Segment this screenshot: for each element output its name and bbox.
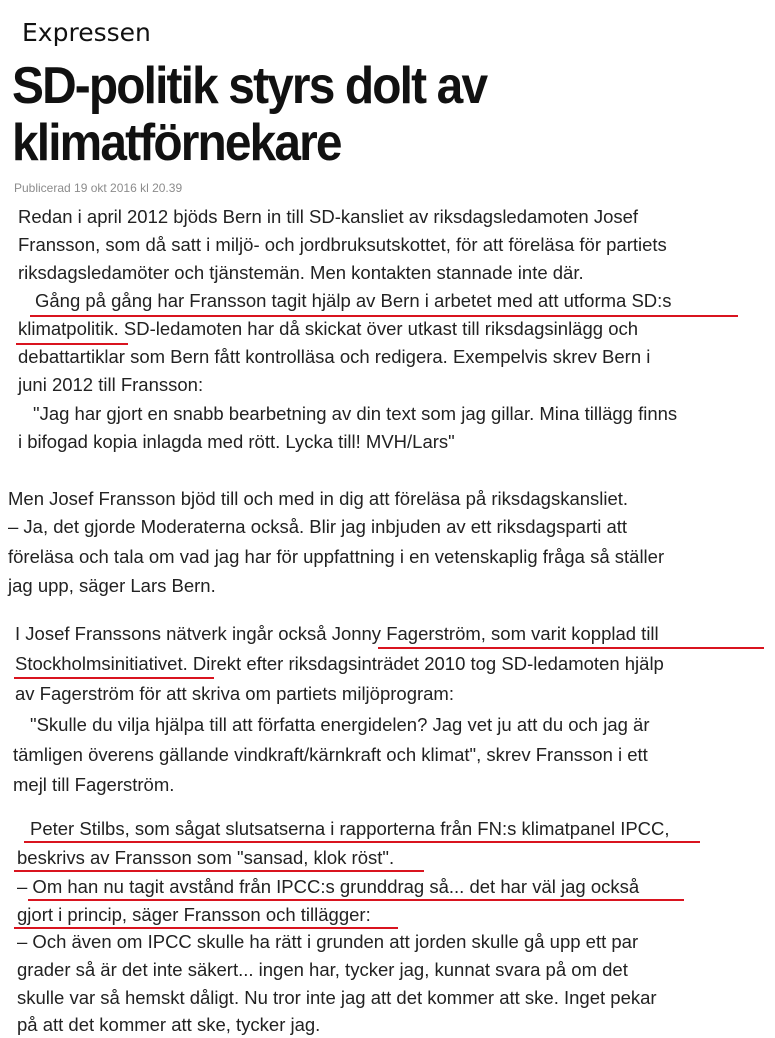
quote-line: i bifogad kopia inlagda med rött. Lycka till! MVH/Lars" xyxy=(18,431,455,452)
paragraph-line: Gång på gång har Fransson tagit hjälp av Bern i arbetet med att utforma SD:s xyxy=(35,290,672,311)
paragraph-line: Peter Stilbs, som sågat slutsatserna i rapporterna från FN:s klimatpanel IPCC, xyxy=(30,818,670,839)
paragraph-line: Fransson, som då satt i miljö- och jordbruksutskottet, för att föreläsa för partiets xyxy=(18,234,667,255)
paragraph-line: I Josef Franssons nätverk ingår också Jonny Fagerström, som varit kopplad till xyxy=(15,623,659,644)
red-underline xyxy=(14,927,398,929)
paragraph-line: Men Josef Fransson bjöd till och med in dig att föreläsa på riksdagskansliet. xyxy=(8,488,629,509)
paragraph-line: av Fagerström för att skriva om partiets miljöprogram: xyxy=(15,683,454,704)
source-label: Expressen xyxy=(22,18,151,47)
red-underline xyxy=(24,841,700,843)
quote-line: "Skulle du vilja hjälpa till att författa energidelen? Jag vet ju att du och jag är xyxy=(30,714,650,735)
quote-line: "Jag har gjort en snabb bearbetning av din text som jag gillar. Mina tillägg finns xyxy=(33,403,678,424)
quote-line: mejl till Fagerström. xyxy=(13,774,175,795)
red-underline xyxy=(28,899,684,901)
red-underline xyxy=(30,315,738,317)
paragraph-line: juni 2012 till Fransson: xyxy=(18,374,204,395)
paragraph-line: debattartiklar som Bern fått kontrolläsa och redigera. Exempelvis skrev Bern i xyxy=(18,346,651,367)
paragraph-line: beskrivs av Fransson som "sansad, klok röst". xyxy=(17,847,395,868)
headline-line-1: SD-politik styrs dolt av xyxy=(12,57,487,115)
paragraph-line: Stockholmsinitiativet. Direkt efter riksdagsinträdet 2010 tog SD-ledamoten hjälp xyxy=(15,653,664,674)
red-underline xyxy=(16,343,128,345)
paragraph-line: gjort i princip, säger Fransson och tillägger: xyxy=(17,904,371,925)
paragraph-line: skulle var så hemskt dåligt. Nu tror inte jag att det kommer att ske. Inget pekar xyxy=(17,987,657,1008)
paragraph-line: – Ja, det gjorde Moderaterna också. Blir jag inbjuden av ett riksdagsparti att xyxy=(8,516,628,537)
quote-line: tämligen överens gällande vindkraft/kärnkraft och klimat", skrev Fransson i ett xyxy=(13,744,648,765)
publish-dateline: Publicerad 19 okt 2016 kl 20.39 xyxy=(14,181,183,195)
paragraph-line: klimatpolitik. SD-ledamoten har då skickat över utkast till riksdagsinlägg och xyxy=(18,318,639,339)
red-underline xyxy=(378,647,764,649)
paragraph-line: – Om han nu tagit avstånd från IPCC:s grunddrag så... det har väl jag också xyxy=(17,876,640,897)
paragraph-line: grader så är det inte säkert... ingen har, tycker jag, kunnat svara på om det xyxy=(17,959,628,980)
red-underline xyxy=(14,677,214,679)
paragraph-line: – Och även om IPCC skulle ha rätt i grunden att jorden skulle gå upp ett par xyxy=(17,931,639,952)
paragraph-line: jag upp, säger Lars Bern. xyxy=(8,575,216,596)
headline-line-2: klimatförnekare xyxy=(12,114,341,172)
paragraph-line: Redan i april 2012 bjöds Bern in till SD-kansliet av riksdagsledamoten Josef xyxy=(18,206,639,227)
red-underline xyxy=(14,870,424,872)
paragraph-line: riksdagsledamöter och tjänstemän. Men kontakten stannade inte där. xyxy=(18,262,584,283)
paragraph-line: på att det kommer att ske, tycker jag. xyxy=(17,1014,321,1035)
paragraph-line: föreläsa och tala om vad jag har för uppfattning i en vetenskaplig fråga så ställer xyxy=(8,546,665,567)
